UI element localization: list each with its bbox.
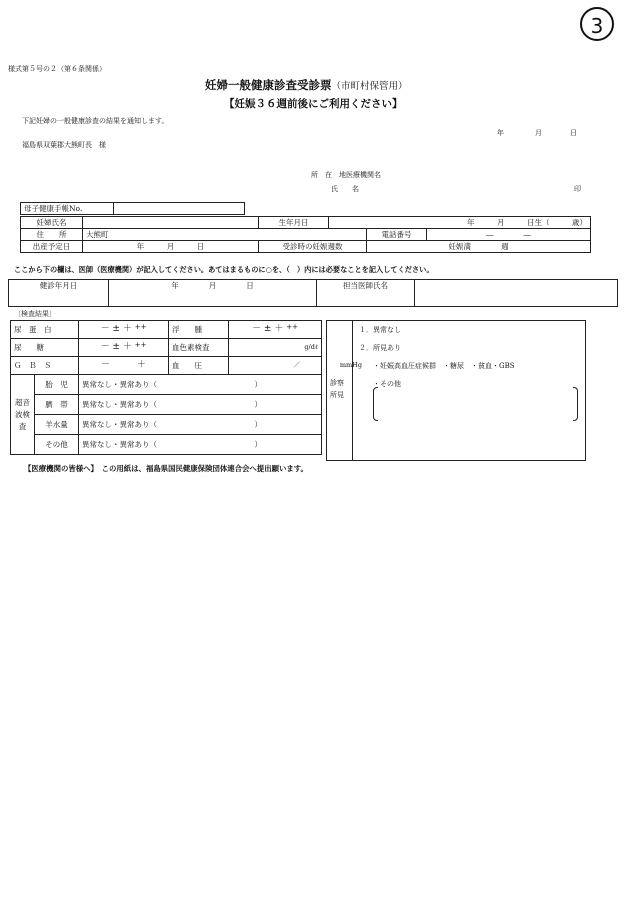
gbs-label: Ｇ Ｂ Ｓ [11, 357, 79, 375]
doctor-instruction: ここから下の欄は、医師（医療機関）が記入してください。あてはまるものに○を、（ ）内には必要なことを記入してください。 [14, 265, 434, 274]
form-title-main: 妊婦一般健康診査受診票 [205, 78, 332, 92]
phone-label: 電話番号 [367, 229, 427, 241]
us-other-label: その他 [35, 435, 79, 455]
birth-field[interactable]: 年 月 日生（ 歳） [329, 217, 591, 229]
patient-info-table [20, 216, 591, 253]
gbs-grade[interactable]: － ＋ [79, 357, 169, 375]
birth-label: 生年月日 [259, 217, 329, 229]
bp-separator: ／ [293, 361, 300, 369]
findings-box [326, 320, 586, 461]
findings-other[interactable]: ・その他 [373, 380, 401, 388]
name-field[interactable] [83, 217, 259, 229]
bp-field[interactable] [229, 357, 362, 375]
us-amniotic-label: 羊水量 [35, 415, 79, 435]
form-subtitle: 【妊娠３６週前後にご利用ください】 [224, 98, 403, 110]
results-label: 〔検査結果〕 [14, 310, 56, 318]
edema-grade[interactable] [229, 321, 322, 339]
clinic-location-label: 所 在 地医療機関名 [311, 171, 381, 179]
doctor-name-field[interactable] [415, 280, 618, 307]
due-date-label: 出産予定日 [21, 241, 83, 253]
us-fetus-field[interactable]: 異常なし・異常あり（ ） [79, 375, 322, 395]
due-date-field[interactable]: 年 月 日 [83, 241, 259, 253]
findings-conditions[interactable]: ・妊娠高血圧症候群 ・糖尿 ・貧血・GBS [373, 362, 515, 370]
weeks-label: 受診時の妊娠週数 [259, 241, 367, 253]
us-fetus-label: 胎 児 [35, 375, 79, 395]
urine-protein-grade[interactable] [79, 321, 169, 339]
seal-mark: 印 [574, 185, 581, 193]
exam-table [8, 279, 618, 307]
urine-sugar-label: 尿 糖 [11, 339, 79, 357]
us-amniotic-field[interactable]: 異常なし・異常あり（ ） [79, 415, 322, 435]
findings-other-field[interactable] [383, 391, 573, 417]
findings-label-cell [327, 321, 353, 460]
edema-grade-text: － ± ＋ [252, 324, 284, 334]
notice-text: 下記妊婦の一般健康診査の結果を通知します。 [22, 117, 169, 125]
bp-label: 血 圧 [169, 357, 229, 375]
exam-date-label: 健診年月日 [9, 280, 109, 307]
urine-sugar-grade[interactable] [79, 339, 169, 357]
name-label: 妊婦氏名 [21, 217, 83, 229]
addressee: 福島県双葉郡大熊町長 様 [22, 141, 106, 149]
hemoglobin-field[interactable]: g/dℓ [229, 339, 322, 357]
bp-unit: mmHg [339, 361, 362, 369]
findings-bracket-right [573, 387, 578, 421]
findings-opt-normal[interactable]: １．異常なし [359, 326, 401, 334]
handbook-table [20, 202, 245, 215]
handbook-no-field[interactable] [114, 203, 245, 215]
findings-label: 診察所見 [330, 379, 344, 399]
handbook-no-label: 母子健康手帳No. [21, 203, 114, 215]
form-number-circle: 3 [580, 7, 614, 41]
notice-date-year: 年 [497, 129, 504, 137]
urine-sugar-plus2: ++ [134, 341, 147, 349]
urine-protein-label: 尿 蛋 白 [11, 321, 79, 339]
form-code: 様式第５号の２（第６条関係） [8, 65, 106, 73]
address-field[interactable]: 大熊町 [83, 229, 367, 241]
weeks-field[interactable]: 妊娠満 週 [367, 241, 591, 253]
hemoglobin-label: 血色素検査 [169, 339, 229, 357]
notice-date-day: 日 [570, 129, 577, 137]
urine-protein-grade-text: － ± ＋ [100, 324, 132, 334]
ultrasound-label: 超音波検査 [11, 375, 35, 455]
us-umbilical-label: 臍 帯 [35, 395, 79, 415]
footer-note: 【医療機関の皆様へ】 この用紙は、福島県国民健康保険団体連合会へ提出願います。 [24, 464, 308, 473]
clinic-name-label: 氏 名 [331, 185, 359, 193]
edema-plus2: ++ [286, 323, 298, 331]
us-umbilical-field[interactable]: 異常なし・異常あり（ ） [79, 395, 322, 415]
form-title-sub: （市町村保管用） [331, 81, 408, 92]
doctor-name-label: 担当医師氏名 [317, 280, 415, 307]
urine-protein-plus2: ++ [134, 323, 147, 331]
phone-field[interactable]: ― ― [427, 229, 591, 241]
findings-opt-abnormal[interactable]: ２．所見あり [359, 344, 401, 352]
us-other-field[interactable]: 異常なし・異常あり（ ） [79, 435, 322, 455]
findings-bracket-left [373, 387, 378, 421]
exam-date-field[interactable]: 年 月 日 [109, 280, 317, 307]
address-label: 住 所 [21, 229, 83, 241]
notice-date-month: 月 [535, 129, 542, 137]
edema-label: 浮 腫 [169, 321, 229, 339]
form-title [205, 77, 408, 93]
urine-sugar-grade-text: － ± ＋ [100, 342, 132, 352]
